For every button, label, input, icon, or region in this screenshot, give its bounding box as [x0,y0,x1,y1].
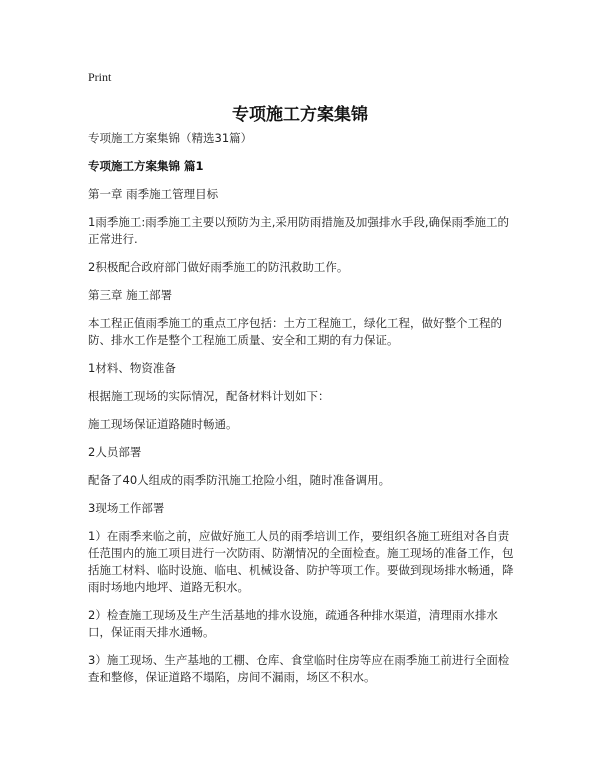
body-paragraph: 本工程正值雨季施工的重点工序包括：土方工程施工，绿化工程，做好整个工程的防、排水工作是整个工程施工质量、安全和工期的有力保证。 [88,316,502,347]
print-link[interactable]: Print [88,70,112,84]
body-paragraph: 根据施工现场的实际情况，配备材料计划如下： [88,389,330,403]
subsection-heading: 3现场工作部署 [88,501,165,515]
document-body [88,130,518,697]
subsection-heading: 1材料、物资准备 [88,361,176,375]
chapter-heading: 第三章 施工部署 [88,288,173,302]
body-paragraph: 3）施工现场、生产基地的工棚、仓库、食堂临时住房等应在雨季施工前进行全面检查和整修，保证道路不塌陷，房间不漏雨，场区不积水。 [88,653,510,684]
body-paragraph: 2积极配合政府部门做好雨季施工的防汛救助工作。 [88,260,349,274]
body-paragraph: 1）在雨季来临之前，应做好施工人员的雨季培训工作，要组织各施工班组对各自责任范围内的施工项目进行一次防雨、防潮情况的全面检查。施工现场的准备工作，包括施工材料、临时设施、临电、机械设备、防护等项工作。要做到现场排水畅通，降雨时场地内地坪、道路无积水。 [88,529,514,594]
subsection-heading: 2人员部署 [88,445,142,459]
chapter-heading: 第一章 雨季施工管理目标 [88,187,219,201]
body-paragraph: 施工现场保证道路随时畅通。 [88,417,238,431]
body-paragraph: 2）检查施工现场及生产生活基地的排水设施，疏通各种排水渠道，清理雨水排水口，保证雨天排水通畅。 [88,608,498,639]
body-paragraph: 1雨季施工:雨季施工主要以预防为主,采用防雨措施及加强排水手段,确保雨季施工的正常进行. [88,215,509,246]
subtitle-paragraph: 专项施工方案集锦（精选31篇） [88,131,253,145]
section-heading: 专项施工方案集锦 篇1 [88,159,204,173]
body-paragraph: 配备了40人组成的雨季防汛施工抢险小组，随时准备调用。 [88,473,391,487]
document-title: 专项施工方案集锦 [232,105,368,125]
